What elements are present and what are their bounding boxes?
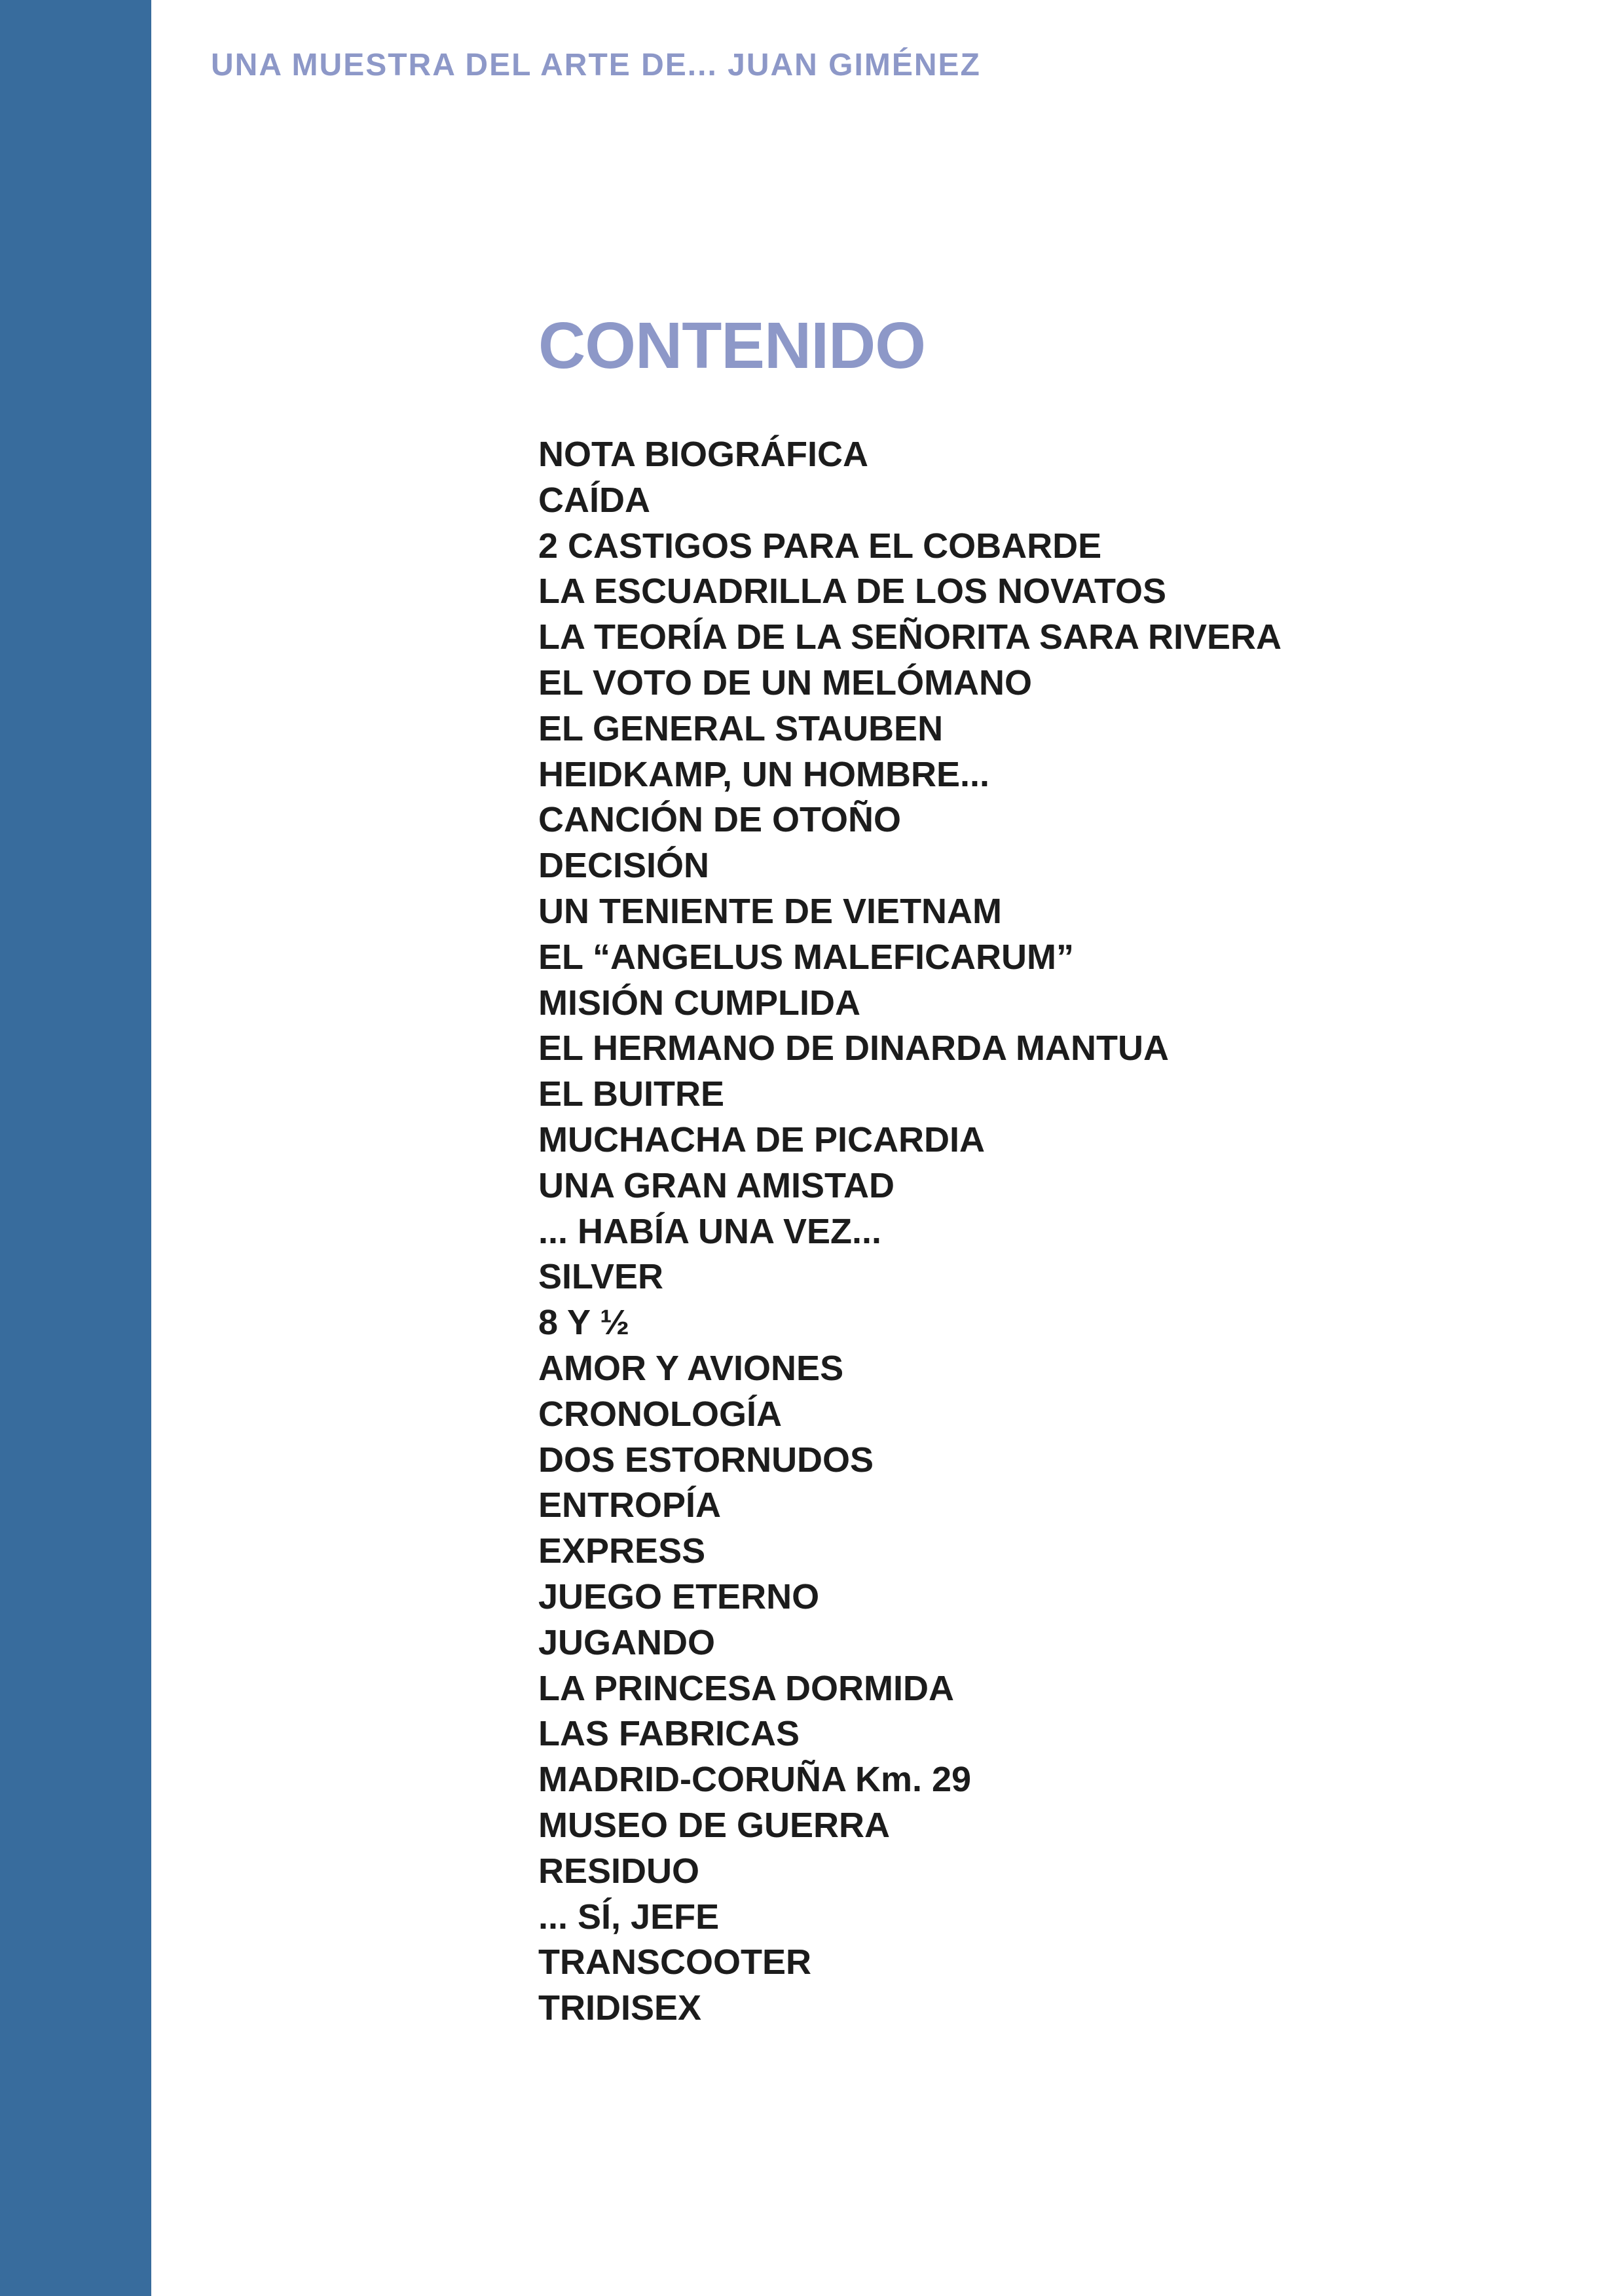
toc-item: DOS ESTORNUDOS [538, 1440, 874, 1480]
toc-item: MUSEO DE GUERRA [538, 1805, 891, 1845]
toc-item: HEIDKAMP, UN HOMBRE... [538, 754, 990, 794]
toc-item: 2 CASTIGOS PARA EL COBARDE [538, 526, 1102, 566]
toc-item: EL VOTO DE UN MELÓMANO [538, 663, 1033, 702]
toc-item: TRANSCOOTER [538, 1942, 811, 1982]
toc-item: AMOR Y AVIONES [538, 1348, 844, 1388]
toc-item: TRIDISEX [538, 1988, 702, 2028]
toc-item: MADRID-CORUÑA Km. 29 [538, 1760, 972, 1800]
toc-item: EXPRESS [538, 1531, 706, 1571]
toc-item: MISIÓN CUMPLIDA [538, 983, 860, 1023]
toc-item: ... SÍ, JEFE [538, 1897, 720, 1937]
running-header: UNA MUESTRA DEL ARTE DE... JUAN GIMÉNEZ [211, 48, 981, 82]
toc-item: JUEGO ETERNO [538, 1576, 820, 1616]
toc-list [538, 432, 1282, 2032]
toc-item: EL HERMANO DE DINARDA MANTUA [538, 1029, 1169, 1068]
toc-item: LA TEORÍA DE LA SEÑORITA SARA RIVERA [538, 617, 1282, 657]
toc-item: LA ESCUADRILLA DE LOS NOVATOS [538, 572, 1167, 611]
toc-item: EL GENERAL STAUBEN [538, 708, 944, 748]
toc-item: LA PRINCESA DORMIDA [538, 1668, 955, 1708]
toc-item: CAÍDA [538, 480, 650, 520]
toc-item: RESIDUO [538, 1851, 700, 1891]
toc-item: 8 Y ½ [538, 1303, 630, 1343]
toc-item: CRONOLOGÍA [538, 1394, 782, 1434]
toc-item: UN TENIENTE DE VIETNAM [538, 891, 1003, 931]
toc-item: DECISIÓN [538, 846, 710, 886]
toc-item: ... HABÍA UNA VEZ... [538, 1211, 882, 1251]
toc-item: LAS FABRICAS [538, 1714, 800, 1754]
toc-item: MUCHACHA DE PICARDIA [538, 1120, 985, 1159]
toc-item: ENTROPÍA [538, 1485, 722, 1525]
page-side-bar [0, 0, 151, 2296]
toc-item: NOTA BIOGRÁFICA [538, 435, 868, 474]
toc-item: JUGANDO [538, 1622, 716, 1662]
toc-item: EL BUITRE [538, 1074, 725, 1114]
toc-title: CONTENIDO [538, 309, 925, 382]
toc-item: CANCIÓN DE OTOÑO [538, 800, 902, 840]
toc-item: UNA GRAN AMISTAD [538, 1165, 895, 1205]
toc-item: EL “ANGELUS MALEFICARUM” [538, 937, 1074, 977]
toc-item: SILVER [538, 1257, 664, 1297]
